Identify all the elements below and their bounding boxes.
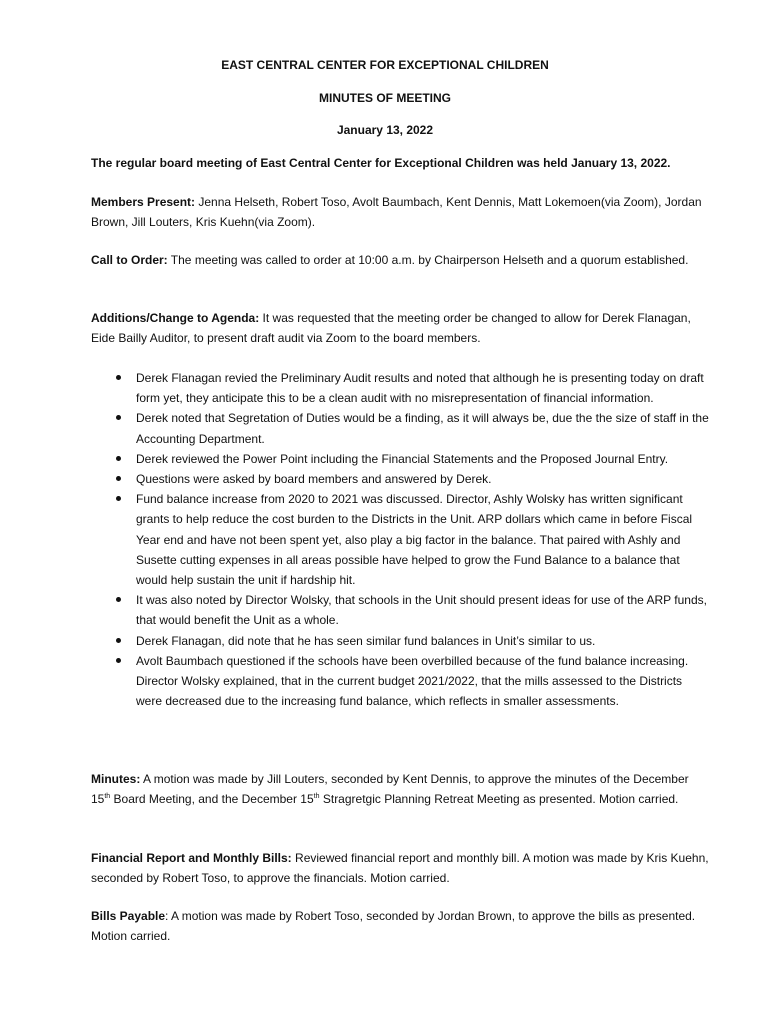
- list-item: Derek Flanagan revied the Preliminary Audit results and noted that although he is presenting today on draft form yet, they anticipate this to be a clean audit with no misrepresentation of financial information.: [91, 368, 711, 408]
- call-to-order-text: The meeting was called to order at 10:00 a.m. by Chairperson Helseth and a quorum established.: [167, 253, 689, 267]
- members-present-label: Members Present:: [91, 195, 196, 209]
- minutes-paragraph: Minutes: A motion was made by Jill Louters, seconded by Kent Dennis, to approve the minutes of the December 15th Board Meeting, and the December 15th Stragretgic Planning Retreat Meeting as presented. Motion carried.: [91, 772, 689, 807]
- bullet-icon: [116, 638, 121, 643]
- agenda-change-paragraph: [91, 308, 711, 348]
- bullet-icon: [116, 597, 121, 602]
- members-present-text: Jenna Helseth, Robert Toso, Avolt Baumbach, Kent Dennis, Matt Lokemoen(via Zoom), Jordan Brown, Jill Louters, Kris Kuehn(via Zoom).: [91, 195, 702, 230]
- call-to-order-label: Call to Order:: [91, 253, 168, 267]
- list-item: Fund balance increase from 2020 to 2021 was discussed. Director, Ashly Wolsky has written significant grants to help reduce the cost burden to the Districts in the Unit. ARP dollars which came in before Fiscal Year end and have not been spent yet, also play a big factor in the balance. That paired with Ashly and Susette cutting expenses in all areas possible have helped to grow the Fund Balance to a balance that would help sustain the unit if hardship hit.: [91, 489, 711, 590]
- bullet-icon: [116, 456, 121, 461]
- bullet-icon: [116, 415, 121, 420]
- bullet-icon: [116, 658, 121, 663]
- list-item: Derek reviewed the Power Point including the Financial Statements and the Proposed Journal Entry.: [91, 449, 711, 469]
- financial-report-label: Financial Report and Monthly Bills:: [91, 851, 292, 865]
- bullet-icon: [116, 375, 121, 380]
- meeting-date: January 13, 2022: [336, 123, 434, 137]
- document-type-title: MINUTES OF MEETING: [319, 91, 451, 105]
- bullet-icon: [116, 496, 121, 501]
- bills-payable-label: Bills Payable: [91, 909, 166, 923]
- bills-payable-paragraph: [91, 906, 711, 946]
- list-item: Questions were asked by board members and answered by Derek.: [91, 469, 711, 489]
- list-item: Derek noted that Segretation of Duties would be a finding, as it will always be, due the the size of staff in the Accounting Department.: [91, 408, 711, 448]
- members-present-paragraph: [91, 192, 711, 232]
- minutes-label: Minutes:: [91, 772, 141, 786]
- bullet-icon: [116, 476, 121, 481]
- agenda-change-text: It was requested that the meeting order be changed to allow for Derek Flanagan, Eide Bailly Auditor, to present draft audit via Zoom to the board members.: [91, 311, 691, 346]
- list-item: It was also noted by Director Wolsky, that schools in the Unit should present ideas for use of the ARP funds, that would benefit the Unit as a whole.: [91, 590, 711, 630]
- list-item: Derek Flanagan, did note that he has seen similar fund balances in Unit’s similar to us.: [91, 631, 711, 651]
- list-item: Avolt Baumbach questioned if the schools have been overbilled because of the fund balance increasing. Director Wolsky explained, that in the current budget 2021/2022, that the mills assessed to the Districts were decreased due to the increasing fund balance, which reflects in smaller assessments.: [91, 651, 711, 712]
- financial-report-text: Reviewed financial report and monthly bill. A motion was made by Kris Kuehn, seconded by Robert Toso, to approve the financials. Motion carried.: [91, 851, 709, 886]
- bills-payable-text: : A motion was made by Robert Toso, seconded by Jordan Brown, to approve the bills as presented. Motion carried.: [91, 909, 696, 944]
- financial-report-paragraph: [91, 848, 711, 888]
- agenda-change-label: Additions/Change to Agenda:: [91, 311, 260, 325]
- audit-discussion-list: [91, 368, 711, 711]
- call-to-order-paragraph: [91, 250, 711, 270]
- intro-statement: The regular board meeting of East Central Center for Exceptional Children was held January 13, 2022.: [91, 156, 671, 170]
- organization-title: EAST CENTRAL CENTER FOR EXCEPTIONAL CHILDREN: [221, 58, 549, 72]
